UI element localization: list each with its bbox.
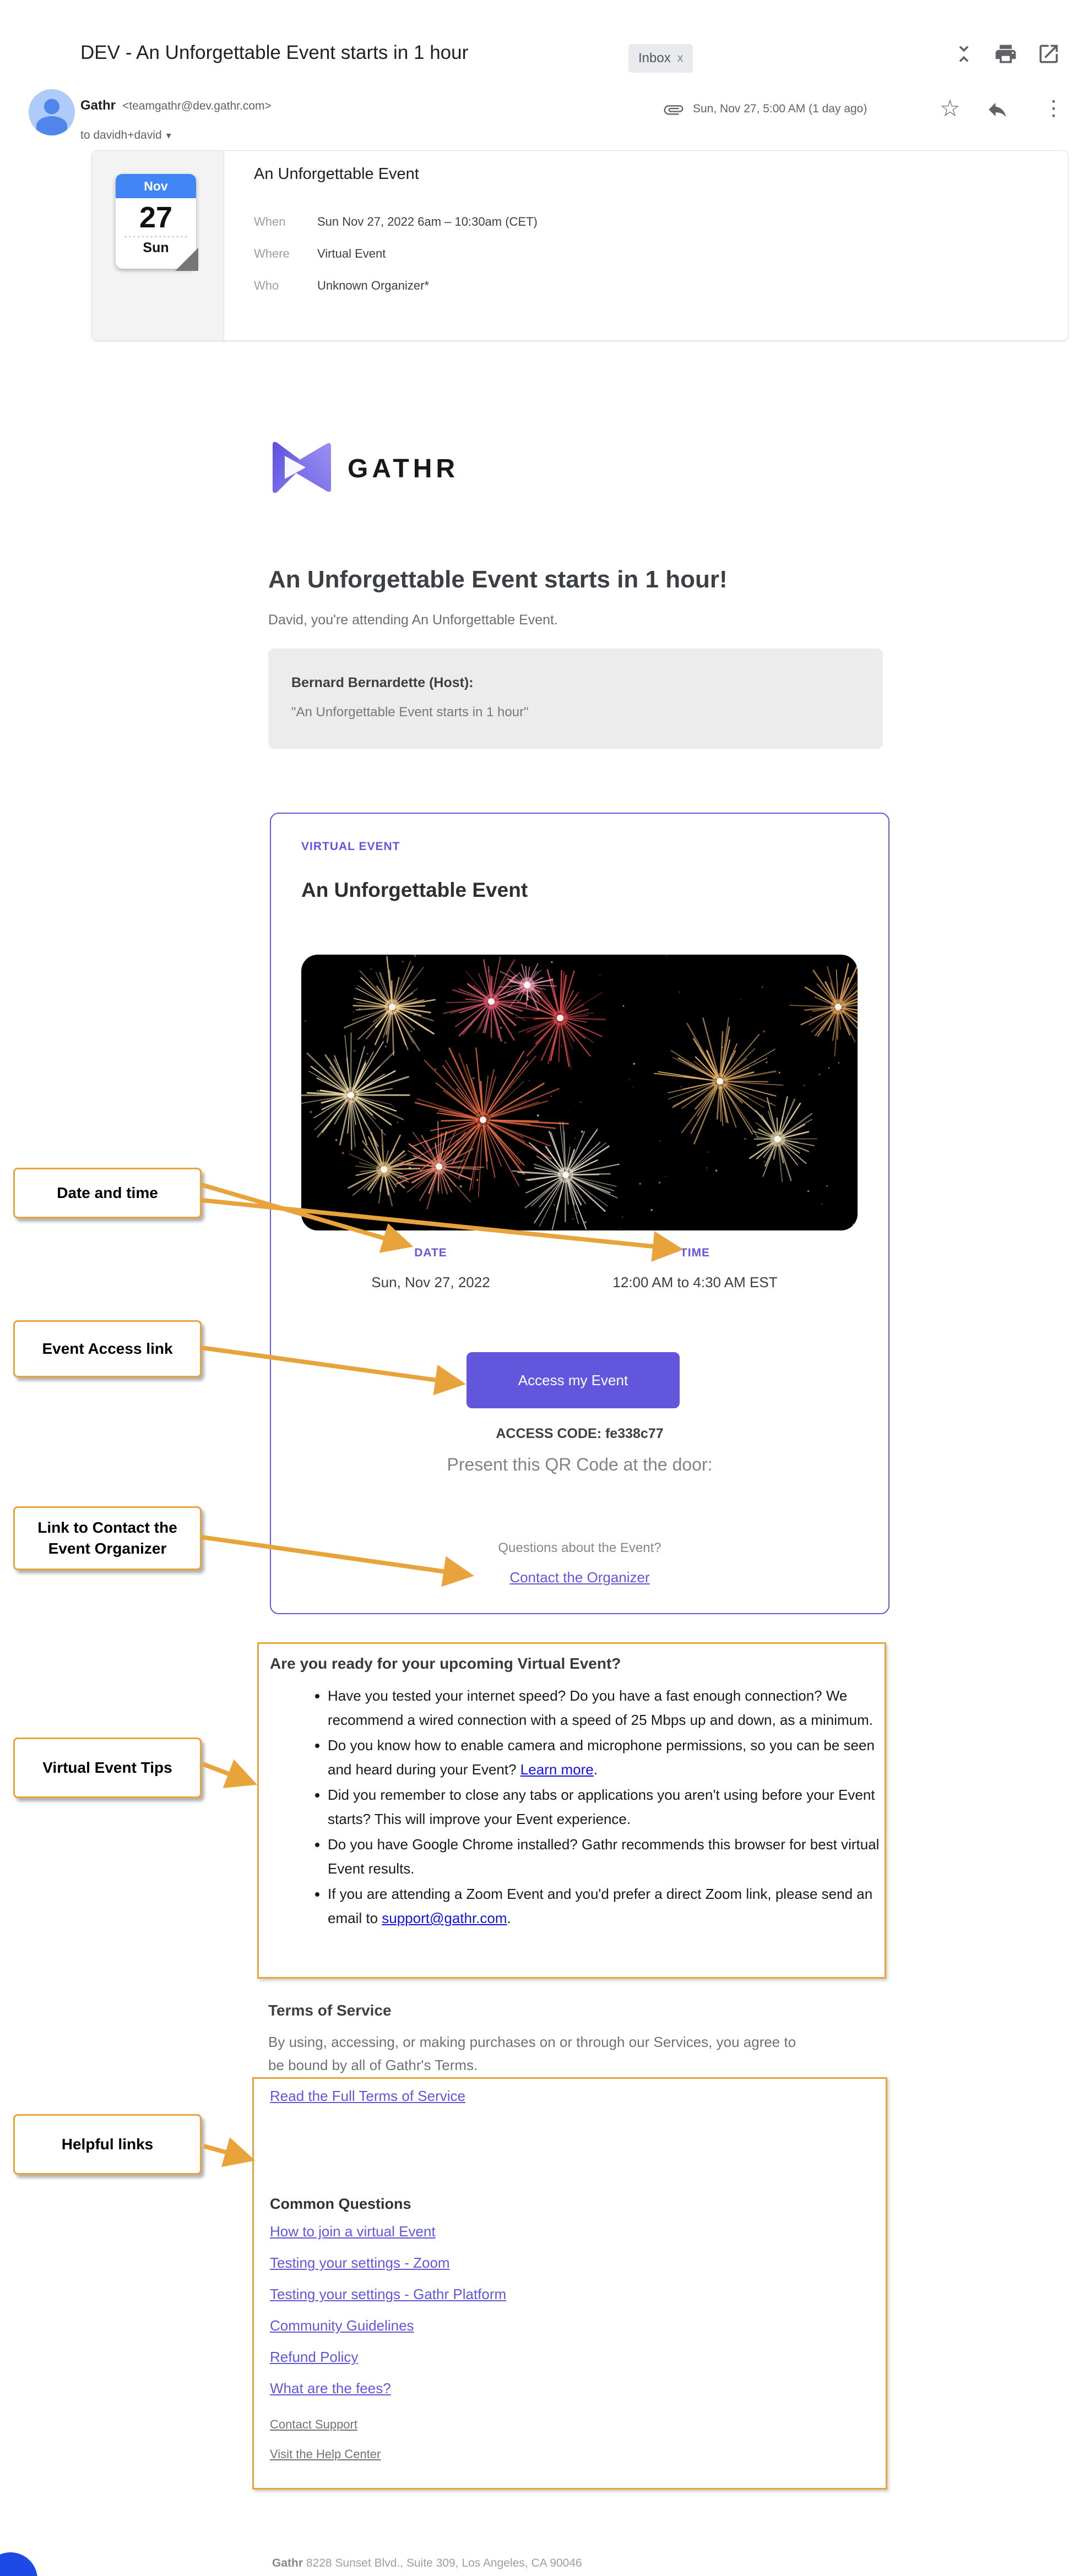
inbox-label-chip[interactable] xyxy=(628,44,693,73)
annotation-helpful-links: Helpful links xyxy=(13,2114,202,2175)
support-link[interactable]: Contact Support xyxy=(270,2417,357,2431)
calendar-card-sidebar xyxy=(92,151,224,340)
email-subhead: David, you're attending An Unforgettable Event. xyxy=(268,612,558,628)
email-headline: An Unforgettable Event starts in 1 hour! xyxy=(268,566,728,593)
show-details-icon[interactable]: ▾ xyxy=(166,129,171,141)
page-curl-decoration xyxy=(175,248,198,271)
calendar-date-tile xyxy=(116,174,196,269)
tip-link[interactable]: support@gathr.com xyxy=(382,1910,507,1926)
tip-item: • Do you know how to enable camera and microphone permissions, so you can be seen and heard during your Event? Learn more. xyxy=(328,1733,881,1782)
sender-email: <teamgathr@dev.gathr.com> xyxy=(122,100,272,112)
virtual-event-tips-box xyxy=(257,1642,886,1979)
tip-item: • Did you remember to close any tabs or applications you aren't using before your Event starts? This will improve your Event experience. xyxy=(328,1783,881,1831)
calendar-weekday: Sun xyxy=(143,240,169,255)
date-label: DATE xyxy=(414,1246,447,1259)
common-question-link[interactable]: What are the fees? xyxy=(270,2380,391,2397)
sender-avatar[interactable] xyxy=(29,89,75,135)
annotation-date-and-time: Date and time xyxy=(13,1168,202,1218)
host-message-box xyxy=(268,649,883,749)
common-question-link[interactable]: Community Guidelines xyxy=(270,2317,414,2334)
support-links-list xyxy=(270,2417,381,2477)
tips-list xyxy=(311,1684,881,1931)
support-link[interactable]: Visit the Help Center xyxy=(270,2447,381,2461)
host-quote: "An Unforgettable Event starts in 1 hour" xyxy=(291,705,529,720)
calendar-row: Who Unknown Organizer* xyxy=(254,279,429,292)
tip-item: • Have you tested your internet speed? Do you have a fast enough connection? We recommend a wired connection with a speed of 25 Mbps up and down, as a minimum. xyxy=(328,1684,881,1732)
common-question-link[interactable]: Refund Policy xyxy=(270,2349,359,2365)
calendar-dotted-divider xyxy=(124,236,187,238)
helpful-links-box xyxy=(252,2077,887,2490)
footer-brand: Gathr xyxy=(272,2557,303,2569)
gathr-wordmark: GATHR xyxy=(348,454,459,483)
event-card xyxy=(270,813,889,1614)
read-terms-link[interactable]: Read the Full Terms of Service xyxy=(270,2088,465,2104)
tip-link[interactable]: Learn more xyxy=(520,1761,594,1778)
questions-text: Questions about the Event? xyxy=(498,1540,661,1555)
access-event-button[interactable]: Access my Event xyxy=(467,1352,680,1408)
calendar-row: When Sun Nov 27, 2022 6am – 10:30am (CET) xyxy=(254,215,538,228)
common-question-link[interactable]: How to join a virtual Event xyxy=(270,2223,436,2240)
terms-heading: Terms of Service xyxy=(268,2002,392,2019)
remove-label-icon[interactable]: x xyxy=(677,52,684,64)
contact-organizer-link[interactable]: Contact the Organizer xyxy=(509,1569,650,1586)
time-value: 12:00 AM to 4:30 AM EST xyxy=(612,1274,778,1290)
email-subject: DEV - An Unforgettable Event starts in 1 hour xyxy=(80,42,469,63)
event-title: An Unforgettable Event xyxy=(301,879,528,901)
virtual-event-tag: VIRTUAL EVENT xyxy=(301,840,400,853)
to-recipients: to davidh+david xyxy=(80,129,162,141)
annotation-event-access-link: Event Access link xyxy=(13,1320,202,1377)
fireworks-image xyxy=(301,955,858,1230)
annotation-contact-organizer: Link to Contact the Event Organizer xyxy=(13,1506,202,1570)
calendar-day: 27 xyxy=(139,201,173,234)
common-question-link[interactable]: Testing your settings - Zoom xyxy=(270,2254,450,2271)
calendar-row: Where Virtual Event xyxy=(254,247,386,260)
annotation-virtual-event-tips: Virtual Event Tips xyxy=(13,1738,202,1798)
calendar-event-title: An Unforgettable Event xyxy=(254,165,419,183)
terms-paragraph: By using, accessing, or making purchases on or through our Services, you agree to be bound by all of Gathr's Terms. xyxy=(268,2034,796,2073)
collapse-all-icon[interactable] xyxy=(952,42,976,69)
qr-instruction: Present this QR Code at the door: xyxy=(447,1455,713,1474)
common-question-link[interactable]: Testing your settings - Gathr Platform xyxy=(270,2286,507,2302)
date-value: Sun, Nov 27, 2022 xyxy=(371,1274,490,1290)
tip-item: • If you are attending a Zoom Event and you'd prefer a direct Zoom link, please send an email to support@gathr.com. xyxy=(328,1882,881,1930)
attachment-icon xyxy=(663,99,684,123)
access-code: ACCESS CODE: fe338c77 xyxy=(496,1426,664,1441)
time-label: TIME xyxy=(680,1246,710,1259)
more-options-icon[interactable]: ⋮ xyxy=(1043,97,1064,120)
star-icon[interactable]: ☆ xyxy=(940,95,961,121)
inbox-label: Inbox xyxy=(638,51,671,66)
tip-item: • Do you have Google Chrome installed? Gathr recommends this browser for best virtual Event results. xyxy=(328,1832,881,1881)
calendar-invite-card xyxy=(91,150,1068,341)
footer-street: 8228 Sunset Blvd., Suite 309, Los Angeles, CA 90046 xyxy=(306,2557,582,2569)
message-timestamp: Sun, Nov 27, 5:00 AM (1 day ago) xyxy=(693,102,867,115)
calendar-month: Nov xyxy=(116,174,196,198)
reply-icon[interactable] xyxy=(986,98,1009,124)
print-icon[interactable] xyxy=(994,42,1018,69)
gathr-logo-icon xyxy=(268,439,333,498)
host-name: Bernard Bernardette (Host): xyxy=(291,675,474,690)
open-in-new-icon[interactable] xyxy=(1037,42,1061,69)
tips-heading: Are you ready for your upcoming Virtual Event? xyxy=(270,1655,621,1672)
gathr-logo xyxy=(268,439,459,498)
sender-name[interactable]: Gathr xyxy=(80,98,116,113)
common-questions-list xyxy=(270,2223,506,2411)
common-questions-heading: Common Questions xyxy=(270,2196,411,2212)
clipped-blue-shape xyxy=(0,2552,37,2576)
footer-address xyxy=(272,2557,582,2570)
